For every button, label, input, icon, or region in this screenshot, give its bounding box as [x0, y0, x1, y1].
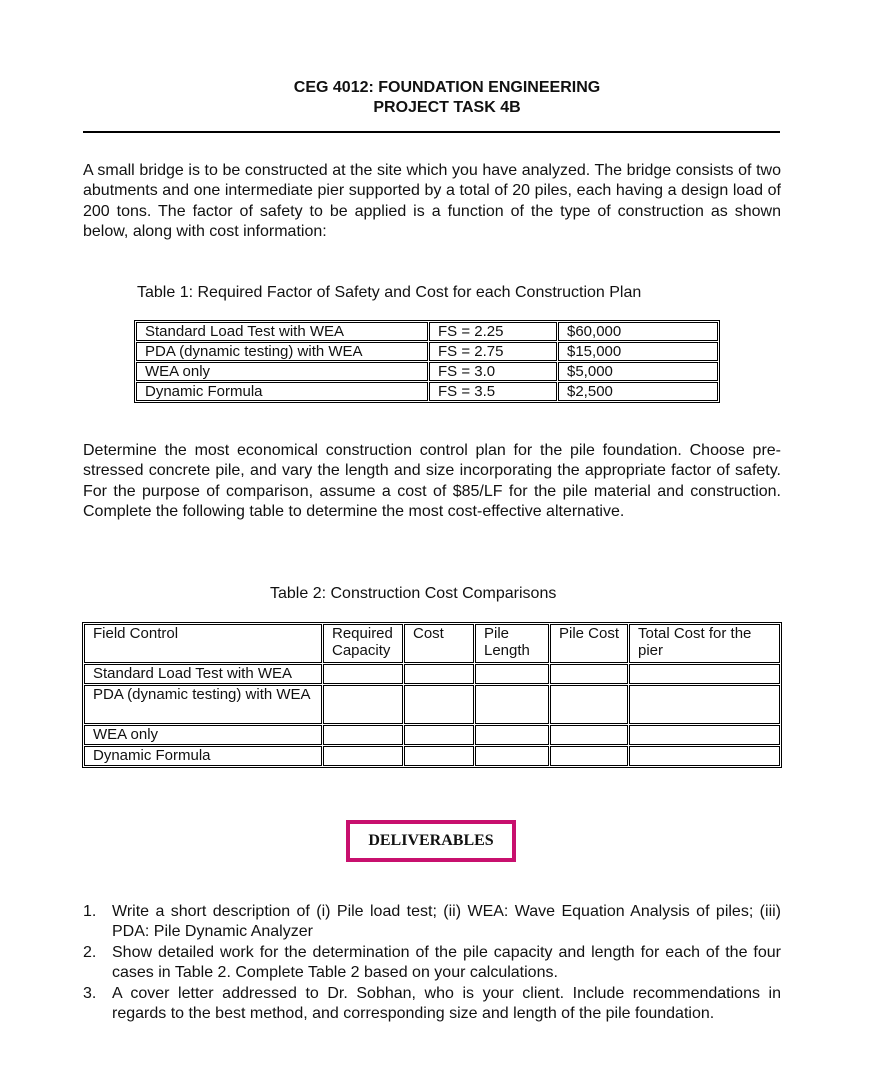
field-control-cell: Dynamic Formula [84, 746, 322, 766]
deliverables-label: DELIVERABLES [368, 832, 494, 849]
empty-cell[interactable] [323, 746, 403, 766]
task-title: PROJECT TASK 4B [373, 99, 521, 116]
deliverables-list [83, 902, 781, 1024]
empty-cell[interactable] [475, 746, 549, 766]
item-text: Write a short description of (i) Pile load test; (ii) WEA: Wave Equation Analysis of piles; (iii) PDA: Pile Dynamic Analyzer [112, 903, 781, 941]
cost-cell: $15,000 [558, 342, 718, 361]
plan-cell: WEA only [136, 362, 428, 381]
empty-cell[interactable] [475, 725, 549, 745]
table-header-row [84, 624, 780, 663]
fs-cell: FS = 3.0 [429, 362, 557, 381]
empty-cell[interactable] [404, 664, 474, 684]
empty-cell[interactable] [404, 685, 474, 724]
table-row [136, 322, 718, 341]
header-pile-cost: Pile Cost [550, 624, 628, 663]
header-field-control: Field Control [84, 624, 322, 663]
item-text: Show detailed work for the determination of the pile capacity and length for each of the four cases in Table 2. Complete Table 2 based on your calculations. [112, 943, 781, 982]
table1-caption: Table 1: Required Factor of Safety and Cost for each Construction Plan [137, 284, 642, 301]
document-header [0, 78, 894, 118]
empty-cell[interactable] [550, 725, 628, 745]
cost-cell: $2,500 [558, 382, 718, 401]
plan-cell: PDA (dynamic testing) with WEA [136, 342, 428, 361]
instructions-paragraph: Determine the most economical construction control plan for the pile foundation. Choose pre-stressed concrete pile, and vary the length and size incorporating the appropriate factor of safety. For the purpose of comparison, assume a cost of $85/LF for the pile material and construction. Complete the following table to determine the most cost-effective alternative. [83, 442, 781, 521]
empty-cell[interactable] [475, 664, 549, 684]
empty-cell[interactable] [323, 725, 403, 745]
empty-cell[interactable] [629, 664, 780, 684]
header-cost: Cost [404, 624, 474, 663]
empty-cell[interactable] [323, 685, 403, 724]
table-row [84, 685, 780, 724]
field-control-cell: PDA (dynamic testing) with WEA [84, 685, 322, 724]
list-item [83, 943, 781, 984]
empty-cell[interactable] [550, 685, 628, 724]
item-number: 1. [83, 903, 97, 920]
deliverables-heading [346, 820, 516, 862]
header-total-cost: Total Cost for the pier [629, 624, 780, 663]
table-row [136, 342, 718, 361]
field-control-cell: WEA only [84, 725, 322, 745]
item-number: 3. [83, 984, 97, 1002]
item-number: 2. [83, 943, 97, 961]
table2-caption: Table 2: Construction Cost Comparisons [270, 585, 557, 602]
table-row [136, 382, 718, 401]
table-row [136, 362, 718, 381]
table-row [84, 725, 780, 745]
plan-cell: Standard Load Test with WEA [136, 322, 428, 341]
field-control-cell: Standard Load Test with WEA [84, 664, 322, 684]
fs-cell: FS = 2.25 [429, 322, 557, 341]
fs-cell: FS = 2.75 [429, 342, 557, 361]
header-required-capacity: Required Capacity [323, 624, 403, 663]
table-row [84, 664, 780, 684]
header-pile-length: Pile Length [475, 624, 549, 663]
cost-cell: $60,000 [558, 322, 718, 341]
empty-cell[interactable] [323, 664, 403, 684]
intro-paragraph: A small bridge is to be constructed at the site which you have analyzed. The bridge consists of two abutments and one intermediate pier supported by a total of 20 piles, each having a design load of 200 tons. The factor of safety to be applied is a function of the type of construction as shown below, along with cost information: [83, 162, 781, 241]
empty-cell[interactable] [404, 746, 474, 766]
cost-comparison-table [82, 622, 782, 768]
fs-cost-table [134, 320, 720, 403]
empty-cell[interactable] [629, 685, 780, 724]
item-text: A cover letter addressed to Dr. Sobhan, who is your client. Include recommendations in regards to the best method, and corresponding size and length of the pile foundation. [112, 984, 781, 1023]
plan-cell: Dynamic Formula [136, 382, 428, 401]
empty-cell[interactable] [404, 725, 474, 745]
course-title: CEG 4012: FOUNDATION ENGINEERING [293, 79, 601, 96]
fs-cell: FS = 3.5 [429, 382, 557, 401]
table-row [84, 746, 780, 766]
list-item [83, 902, 781, 943]
empty-cell[interactable] [629, 746, 780, 766]
empty-cell[interactable] [550, 664, 628, 684]
empty-cell[interactable] [475, 685, 549, 724]
header-rule [83, 131, 780, 133]
list-item [83, 984, 781, 1025]
empty-cell[interactable] [550, 746, 628, 766]
cost-cell: $5,000 [558, 362, 718, 381]
empty-cell[interactable] [629, 725, 780, 745]
